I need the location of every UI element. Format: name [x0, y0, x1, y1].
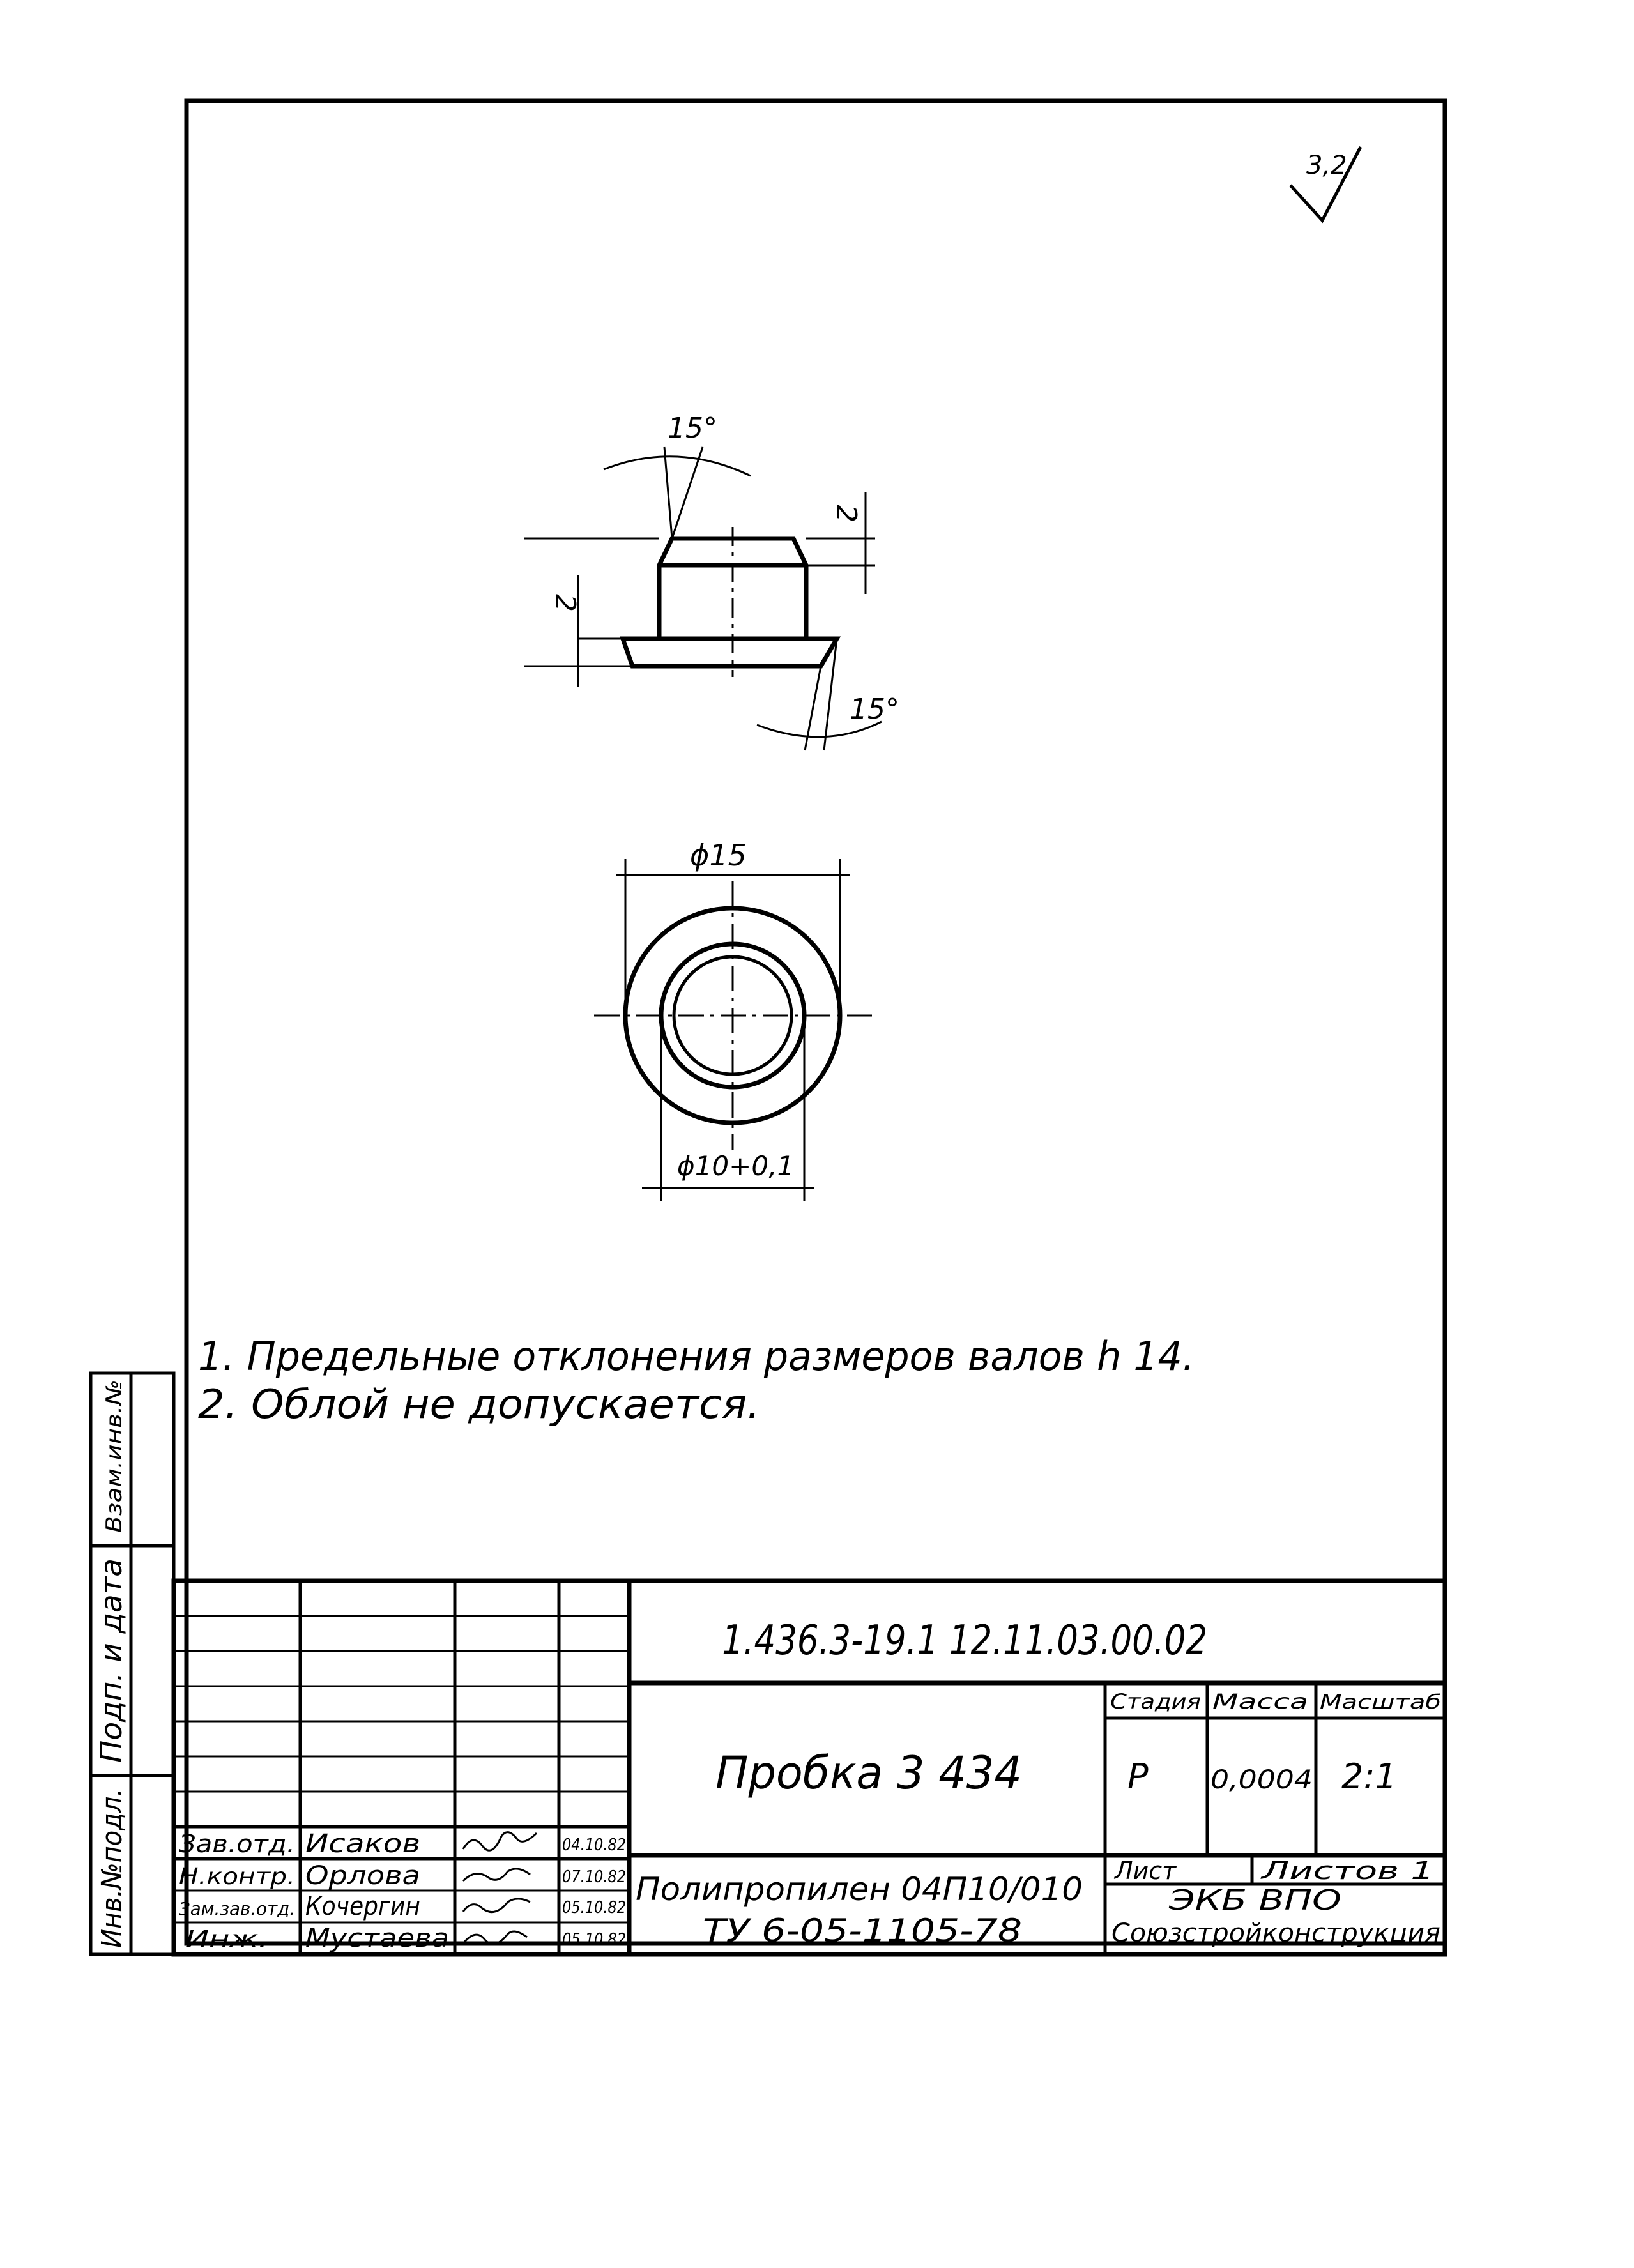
stage-value: Р: [1127, 1756, 1149, 1797]
sheet-frame: [187, 101, 1445, 1944]
material-line1: Полипропилен 04П10/010: [636, 1871, 1083, 1908]
scale-label: Масштаб: [1320, 1691, 1441, 1714]
notes: [198, 1333, 1195, 1427]
side-stamp-cell1: Взам.инв.№: [102, 1399, 127, 1533]
staff-role: Зам.зав.отд.: [179, 1898, 295, 1919]
mass-label: Масса: [1212, 1689, 1308, 1714]
angle-top-label: 15°: [668, 412, 717, 445]
staff-name: Орлова: [305, 1861, 420, 1891]
org-line1: ЭКБ ВПО: [1168, 1884, 1341, 1917]
roughness-symbol: [1290, 147, 1361, 220]
side-view: [524, 412, 899, 750]
top-view: [594, 838, 872, 1201]
staff-role: Н.контр.: [179, 1864, 295, 1890]
signature: [463, 1869, 530, 1881]
staff-name: Мустаева: [305, 1924, 449, 1953]
side-stamp-cell2: Подп. и дата: [94, 1562, 128, 1763]
roughness-value: 3,2: [1306, 151, 1347, 180]
dim-right-label: 2: [830, 505, 862, 522]
sheets-label: Листов 1: [1259, 1857, 1434, 1885]
staff-role: Зав.отд.: [179, 1830, 295, 1858]
inner-diameter-label: ϕ10+0,1: [677, 1150, 795, 1182]
side-stamp: [91, 1373, 174, 1954]
outer-diameter-label: ϕ15: [690, 838, 747, 872]
mass-value: 0,0004: [1210, 1765, 1313, 1795]
stage-label: Стадия: [1110, 1689, 1201, 1714]
staff-date: 05.10.82: [562, 1898, 626, 1917]
signature: [463, 1832, 537, 1851]
material-line2: ТУ 6-05-1105-78: [703, 1912, 1022, 1949]
dim-left-label: 2: [549, 594, 581, 612]
note-2: 2. Облой не допускается.: [198, 1381, 760, 1427]
signature: [463, 1899, 530, 1912]
designation: 1.436.3-19.1 12.11.03.00.02: [722, 1617, 1207, 1664]
side-stamp-cell3: Инв.№подл.: [96, 1772, 128, 1948]
staff-date: 07.10.82: [562, 1868, 626, 1887]
staff-role: Инж.: [185, 1926, 268, 1952]
staff-name: Кочергин: [305, 1892, 420, 1921]
staff-date: 04.10.82: [562, 1836, 626, 1855]
org-line2: Союзстройконструкция: [1111, 1919, 1440, 1948]
sheet-label: Лист: [1115, 1857, 1177, 1885]
scale-value: 2:1: [1341, 1756, 1397, 1797]
title-block: [174, 1581, 1445, 1954]
angle-bottom-label: 15°: [850, 693, 899, 726]
note-1: 1. Предельные отклонения размеров валов h 14.: [198, 1333, 1195, 1380]
staff-date: 05.10.82: [562, 1930, 626, 1949]
staff-name: Исаков: [305, 1829, 420, 1859]
plug-flange-outline: [623, 639, 837, 666]
part-name: Пробка 3 434: [715, 1747, 1022, 1799]
